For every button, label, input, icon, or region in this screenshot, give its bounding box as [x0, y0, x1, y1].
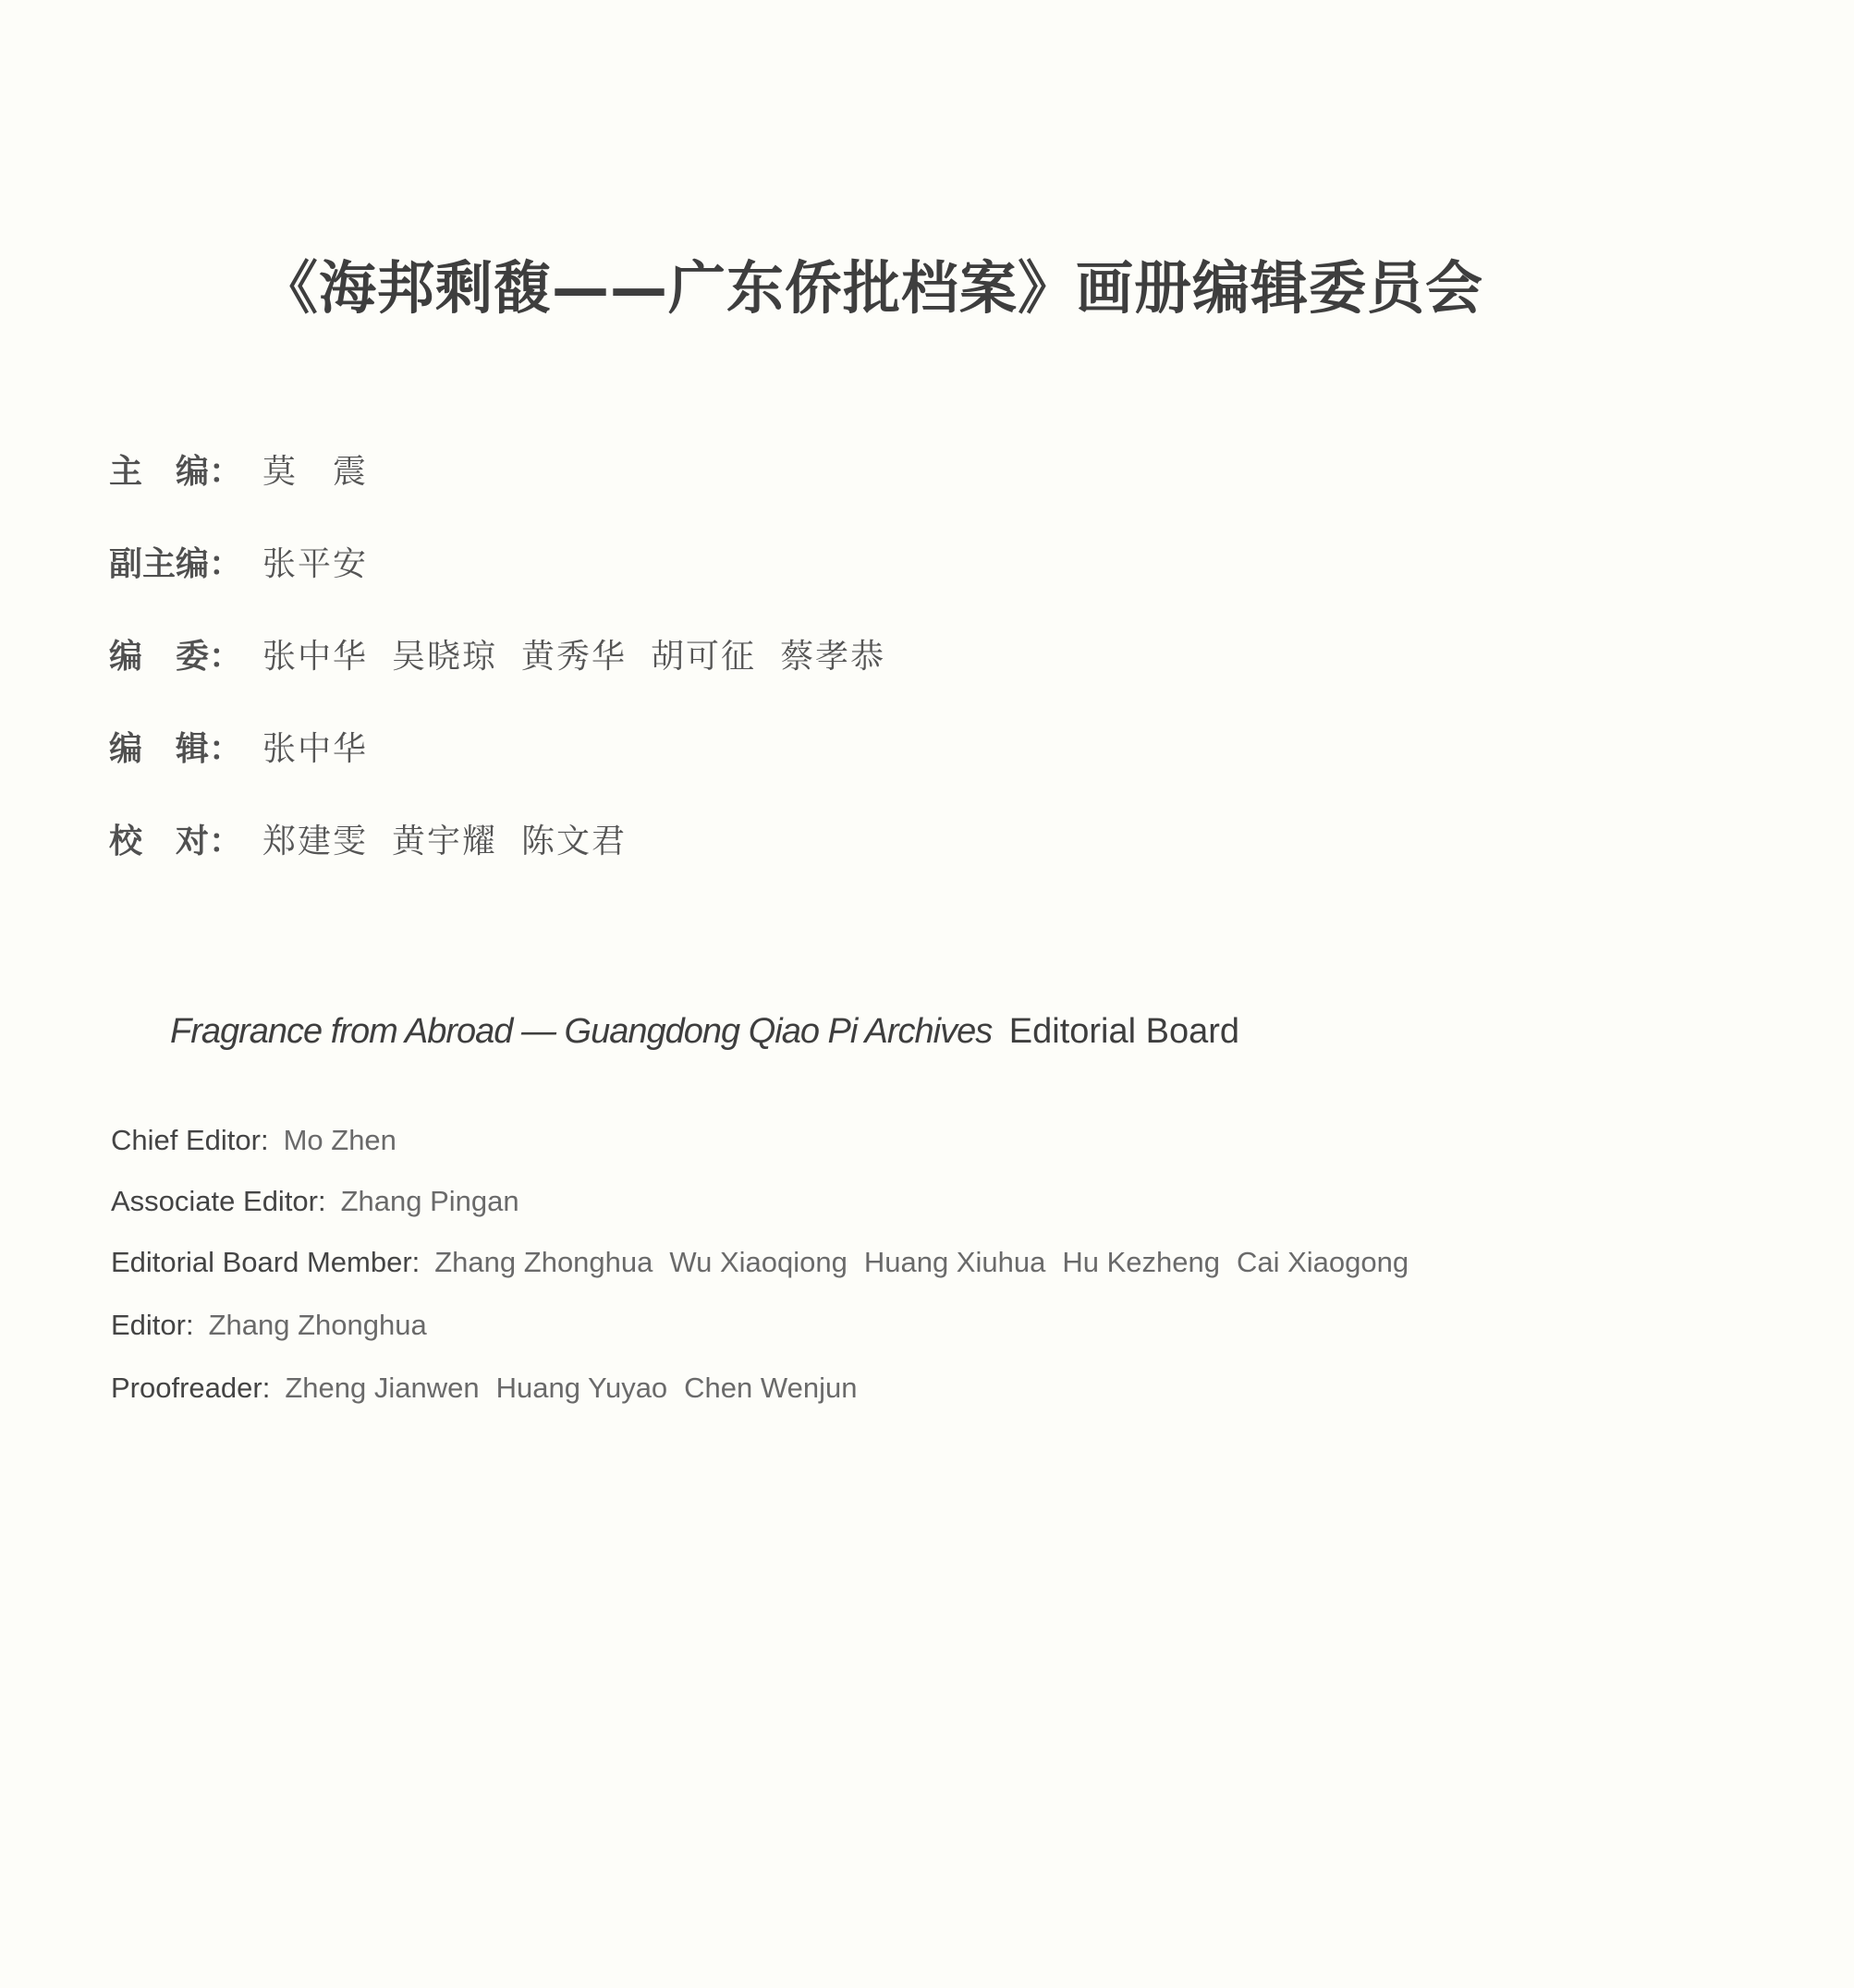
- cn-label: 编 委：: [109, 638, 243, 676]
- english-title-italic: Fragrance from Abroad — Guangdong Qiao Pi Archives: [170, 1012, 993, 1051]
- en-label: Editorial Board Member:: [111, 1246, 421, 1278]
- en-name: Zhang Zhonghua: [434, 1246, 653, 1278]
- en-name: Chen Wenjun: [684, 1372, 858, 1404]
- cn-row-chief-editor: [109, 445, 392, 493]
- cn-name: 黄宇耀: [392, 823, 498, 860]
- english-title: [170, 1012, 1239, 1052]
- cn-row-associate-editor: [109, 538, 392, 585]
- en-name: Huang Yuyao: [495, 1372, 668, 1404]
- en-label: Proofreader:: [111, 1372, 271, 1404]
- cn-name: 吴晓琼: [392, 638, 498, 676]
- en-row-proofreader: [111, 1372, 873, 1405]
- en-row-editor: [111, 1309, 444, 1342]
- en-row-chief-editor: [111, 1124, 413, 1157]
- cn-name: 胡可征: [651, 638, 757, 676]
- cn-name: 张中华: [262, 638, 369, 676]
- cn-label: 主 编：: [109, 453, 243, 491]
- en-name: Cai Xiaogong: [1236, 1246, 1409, 1278]
- en-name: Zheng Jianwen: [285, 1372, 480, 1404]
- en-row-board-members: [111, 1246, 1425, 1279]
- cn-label: 副主编：: [109, 545, 243, 583]
- cn-name: 蔡孝恭: [780, 638, 886, 676]
- cn-row-proofreader: [109, 815, 651, 862]
- en-label: Chief Editor:: [111, 1124, 269, 1156]
- english-title-plain: Editorial Board: [1008, 1012, 1240, 1051]
- cn-name: 黄秀华: [521, 638, 628, 676]
- cn-label: 校 对：: [109, 823, 243, 860]
- cn-name: 陈文君: [521, 823, 628, 860]
- cn-name: 莫 震: [262, 453, 369, 491]
- en-name: Hu Kezheng: [1062, 1246, 1220, 1278]
- en-label: Editor:: [111, 1309, 194, 1341]
- en-name: Huang Xiuhua: [863, 1246, 1046, 1278]
- cn-name: 郑建雯: [262, 823, 369, 860]
- chinese-title: 《海邦剩馥——广东侨批档案》画册编辑委员会: [261, 254, 1484, 322]
- cn-name: 张中华: [262, 730, 369, 768]
- en-name: Mo Zhen: [283, 1124, 396, 1156]
- en-name: Zhang Pingan: [340, 1185, 519, 1217]
- en-name: Zhang Zhonghua: [208, 1309, 427, 1341]
- cn-label: 编 辑：: [109, 730, 243, 768]
- en-row-associate-editor: [111, 1185, 536, 1218]
- en-name: Wu Xiaoqiong: [669, 1246, 848, 1278]
- en-label: Associate Editor:: [111, 1185, 326, 1217]
- cn-row-board-members: [109, 630, 909, 677]
- cn-row-editor: [109, 723, 392, 770]
- cn-name: 张平安: [262, 545, 369, 583]
